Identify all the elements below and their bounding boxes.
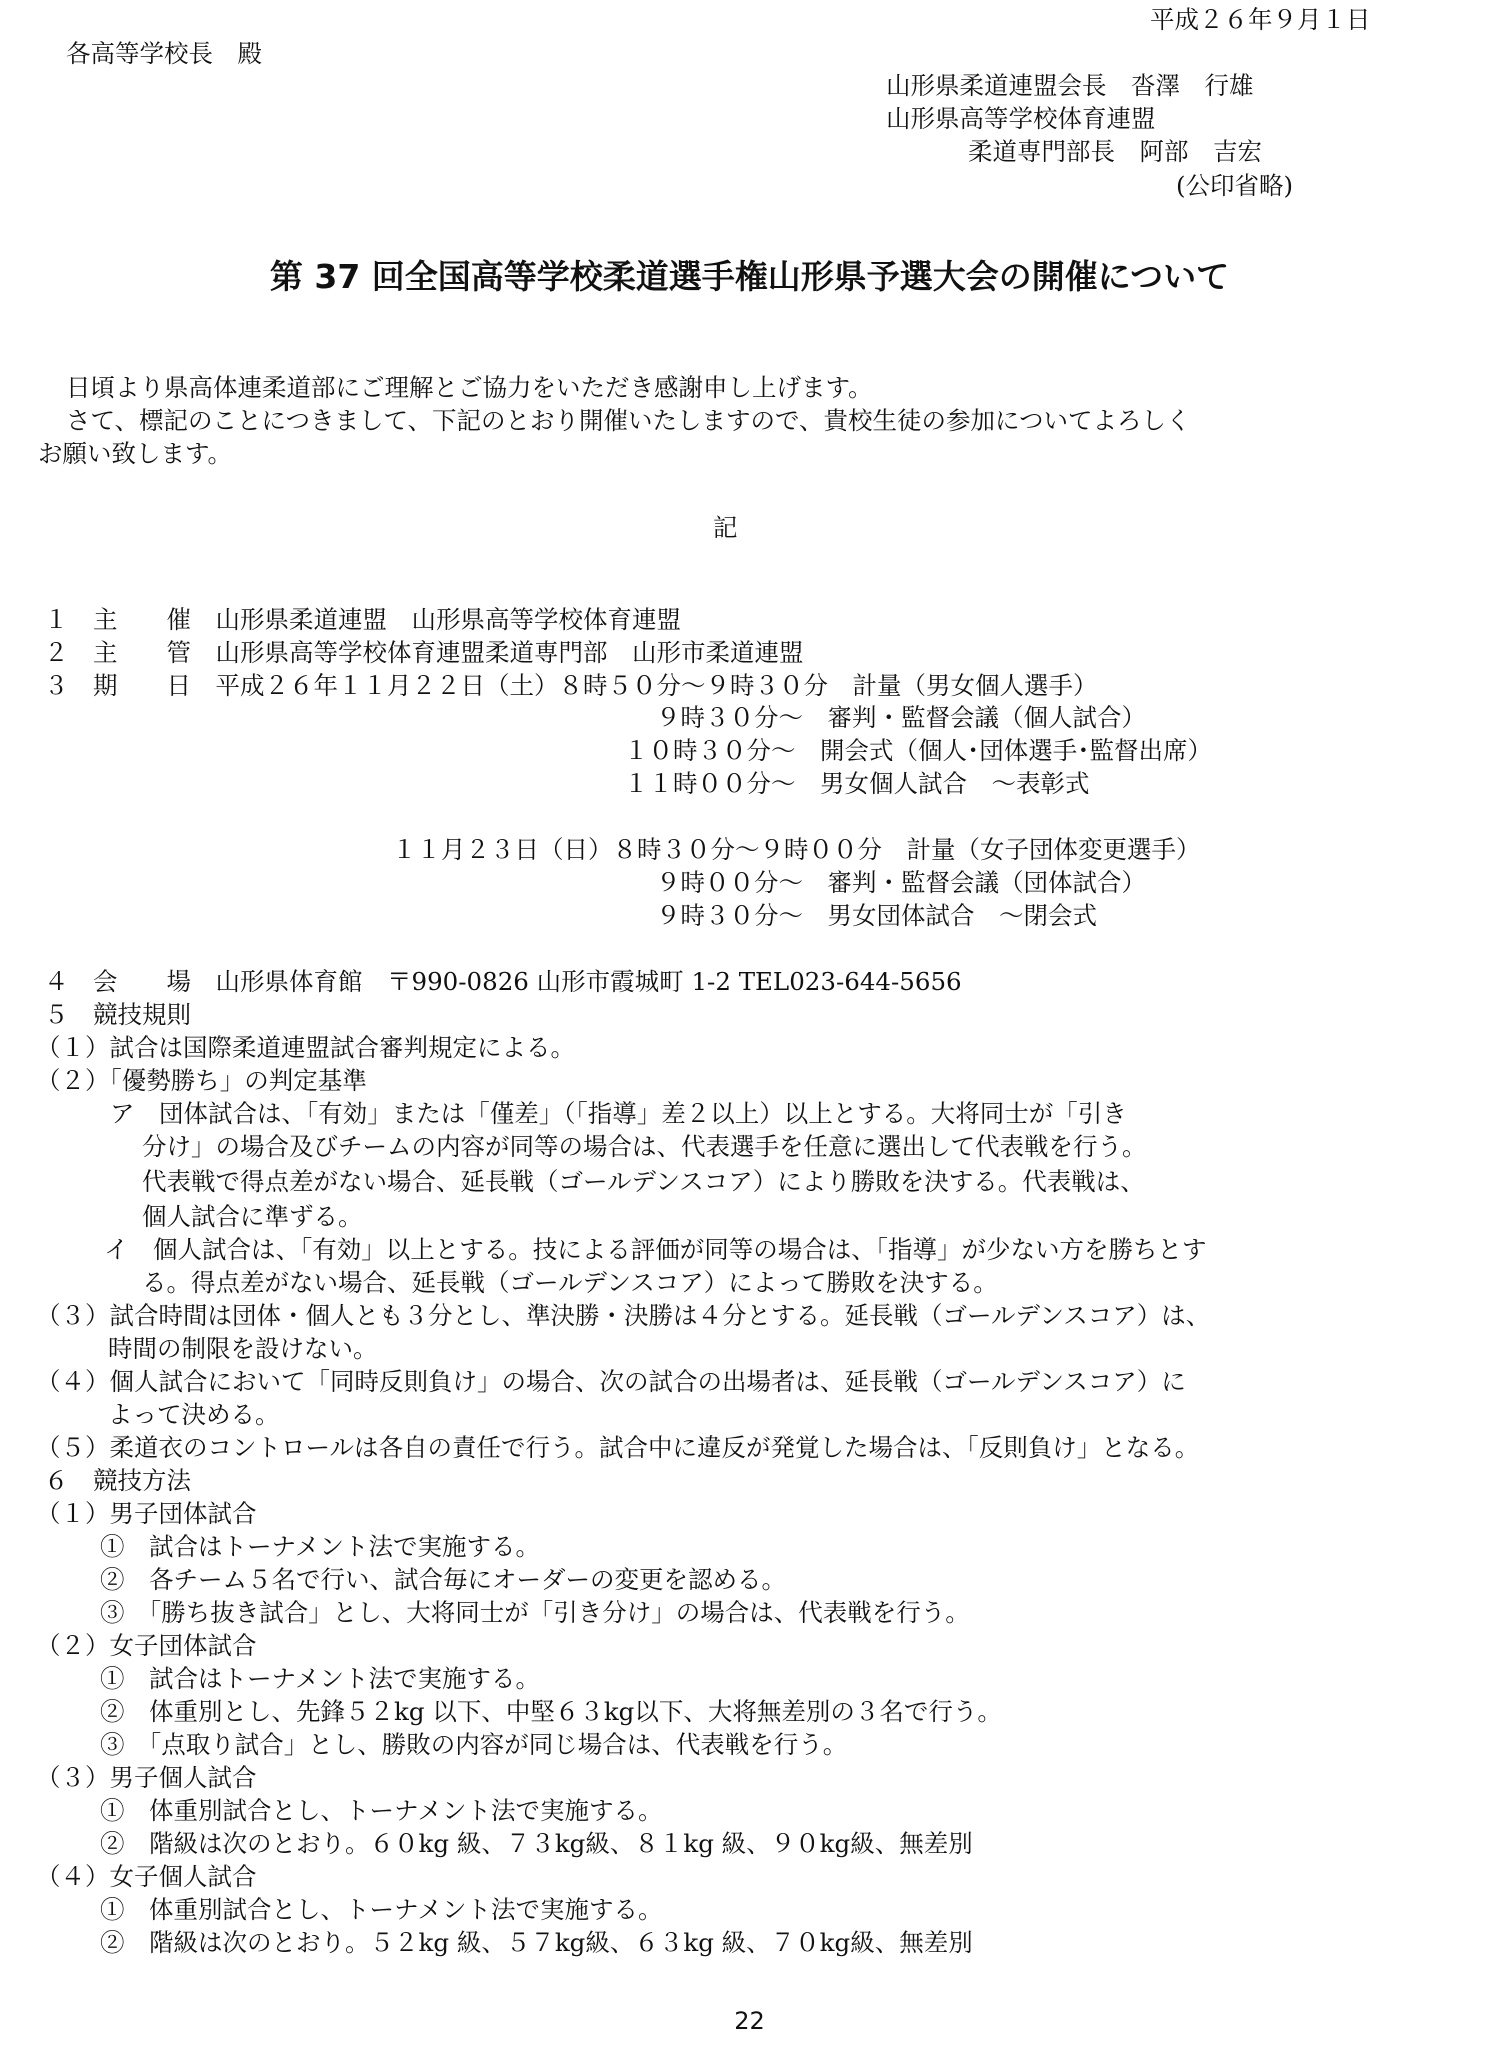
seal-note: (公印省略) [1176,171,1294,200]
schedule-day1-item: １１時００分～ 男女個人試合 ～表彰式 [624,769,1090,798]
rule-4-cont: よって決める。 [108,1400,280,1429]
rule-2a-cont: 個人試合に準ずる。 [142,1202,363,1231]
section-management: ２ 主 管 山形県高等学校体育連盟柔道専門部 山形市柔道連盟 [44,638,804,667]
method-men-team: （１）男子団体試合 [36,1499,257,1528]
rule-2a-cont: 代表戦で得点差がない場合、延長戦（ゴールデンスコア）により勝敗を決する。代表戦は、 [142,1167,1145,1196]
method-item: ② 各チーム５名で行い、試合毎にオーダーの変更を認める。 [100,1565,786,1594]
schedule-day2-item: ９時３０分～ 男女団体試合 ～閉会式 [656,901,1097,930]
method-women-individual: （４）女子個人試合 [36,1862,257,1891]
document-date: 平成２６年９月１日 [1150,5,1371,34]
method-item: ① 体重別試合とし、トーナメント法で実施する。 [100,1895,663,1924]
method-item: ③ 「点取り試合」とし、勝敗の内容が同じ場合は、代表戦を行う。 [100,1730,848,1759]
sender-line-1: 山形県柔道連盟会長 沓澤 行雄 [886,71,1254,100]
document-title: 第 37 回全国高等学校柔道選手権山形県予選大会の開催について [269,257,1230,296]
section-rules: ５ 競技規則 [44,1000,191,1029]
rule-2: （２）「優勢勝ち」の判定基準 [36,1066,367,1095]
section-schedule-day2: １１月２３日（日）８時３０分～９時００分 計量（女子団体変更選手） [392,835,1201,864]
method-men-individual: （３）男子個人試合 [36,1763,257,1792]
rule-3-cont: 時間の制限を設けない。 [108,1334,378,1363]
section-organizer: １ 主 催 山形県柔道連盟 山形県高等学校体育連盟 [44,605,681,634]
ki-heading: 記 [713,513,738,542]
addressee: 各高等学校長 殿 [66,39,262,68]
rule-2a: ア 団体試合は、「有効」または「僅差」（「指導」差２以上）以上とする。大将同士が「引き [110,1099,1127,1128]
rule-2b-cont: る。得点差がない場合、延長戦（ゴールデンスコア）によって勝敗を決する。 [142,1268,998,1297]
section-methods: ６ 競技方法 [44,1466,191,1495]
method-item: ② 階級は次のとおり。５２kg 級、５７kg級、６３kg 級、７０kg級、無差別 [100,1928,973,1957]
intro-line-2: さて、標記のことにつきまして、下記のとおり開催いたしますので、貴校生徒の参加についてよろしく [66,406,1191,435]
intro-line-1: 日頃より県高体連柔道部にご理解とご協力をいただき感謝申し上げます。 [66,373,873,402]
rule-2b: イ 個人試合は、「有効」以上とする。技による評価が同等の場合は、「指導」が少ない方を勝ちとす [104,1235,1207,1264]
sender-line-2: 山形県高等学校体育連盟 [886,104,1156,133]
page-number: 22 [734,2007,765,2035]
schedule-day2-item: ９時００分～ 審判・監督会議（団体試合） [656,868,1146,897]
method-item: ③ 「勝ち抜き試合」とし、大将同士が「引き分け」の場合は、代表戦を行う。 [100,1598,970,1627]
intro-line-3: お願い致します。 [38,439,233,468]
method-item: ② 体重別とし、先鋒５２kg 以下、中堅６３kg以下、大将無差別の３名で行う。 [100,1697,1002,1726]
schedule-day1-item: １０時３０分～ 開会式（個人･団体選手･監督出席） [624,736,1212,765]
section-schedule-day1: ３ 期 日 平成２６年１１月２２日（土）８時５０分～９時３０分 計量（男女個人選手） [44,671,1098,700]
section-venue: ４ 会 場 山形県体育館 〒990-0826 山形市霞城町 1-2 TEL023-644-5656 [44,967,962,996]
method-item: ① 試合はトーナメント法で実施する。 [100,1532,541,1561]
method-women-team: （２）女子団体試合 [36,1631,257,1660]
method-item: ② 階級は次のとおり。６０kg 級、７３kg級、８１kg 級、９０kg級、無差別 [100,1829,973,1858]
method-item: ① 試合はトーナメント法で実施する。 [100,1664,541,1693]
rule-5: （５）柔道衣のコントロールは各自の責任で行う。試合中に違反が発覚した場合は、「反則負け」となる。 [36,1433,1200,1462]
rule-4: （４）個人試合において「同時反則負け」の場合、次の試合の出場者は、延長戦（ゴールデンスコア）に [36,1367,1186,1396]
method-item: ① 体重別試合とし、トーナメント法で実施する。 [100,1796,663,1825]
rule-1: （１）試合は国際柔道連盟試合審判規定による。 [36,1033,575,1062]
rule-3: （３）試合時間は団体・個人とも３分とし、準決勝・決勝は４分とする。延長戦（ゴールデンスコア）は、 [36,1301,1211,1330]
rule-2a-cont: 分け」の場合及びチームの内容が同等の場合は、代表選手を任意に選出して代表戦を行う。 [142,1132,1147,1161]
sender-line-3: 柔道専門部長 阿部 吉宏 [968,137,1262,166]
schedule-day1-item: ９時３０分～ 審判・監督会議（個人試合） [656,703,1146,732]
